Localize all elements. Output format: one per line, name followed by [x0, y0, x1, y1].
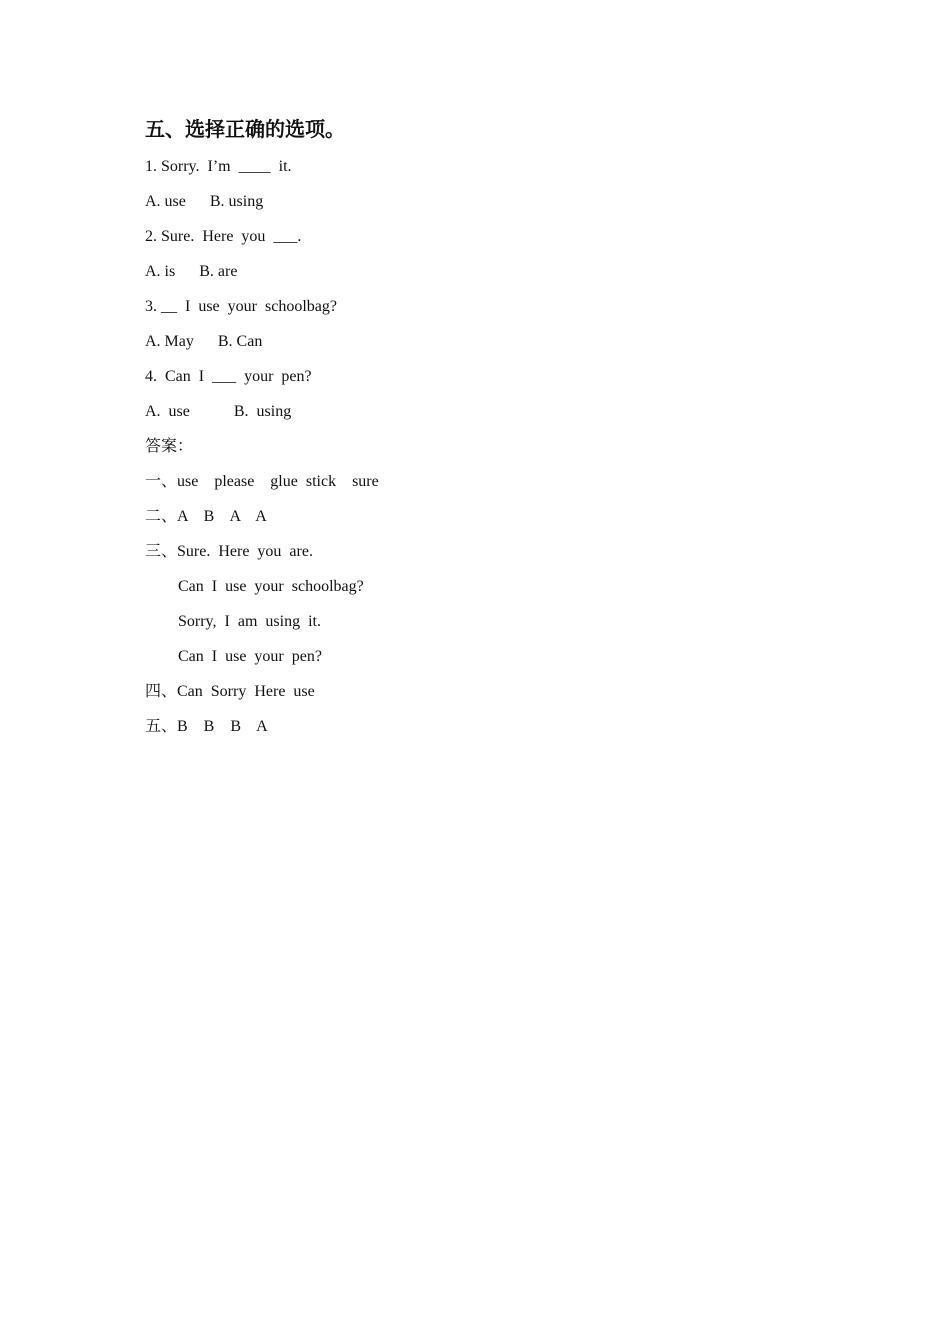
question-1-options: A. use B. using	[145, 193, 264, 210]
question-4-stem: 4. Can I ___ your pen?	[145, 368, 312, 385]
answers-label: 答案：	[145, 438, 194, 455]
section-heading: 五、选择正确的选项。	[145, 117, 345, 141]
answer-line-1: 一、use please glue stick sure	[145, 473, 379, 490]
answer-line-3-continued-2: Sorry, I am using it.	[178, 613, 321, 630]
answer-line-5: 五、B B B A	[145, 718, 268, 735]
answer-line-3: 三、Sure. Here you are.	[145, 543, 313, 560]
document-page	[145, 112, 845, 744]
question-4-options: A. use B. using	[145, 403, 292, 420]
answer-line-4: 四、Can Sorry Here use	[145, 683, 315, 700]
answer-line-3-continued-1: Can I use your schoolbag?	[178, 578, 364, 595]
answer-line-3-continued-3: Can I use your pen?	[178, 648, 322, 665]
answer-line-2: 二、A B A A	[145, 508, 267, 525]
question-3-stem: 3. __ I use your schoolbag?	[145, 298, 337, 315]
question-2-options: A. is B. are	[145, 263, 238, 280]
question-3-options: A. May B. Can	[145, 333, 263, 350]
question-2-stem: 2. Sure. Here you ___.	[145, 228, 302, 245]
question-1-stem: 1. Sorry. I’m ____ it.	[145, 158, 292, 175]
